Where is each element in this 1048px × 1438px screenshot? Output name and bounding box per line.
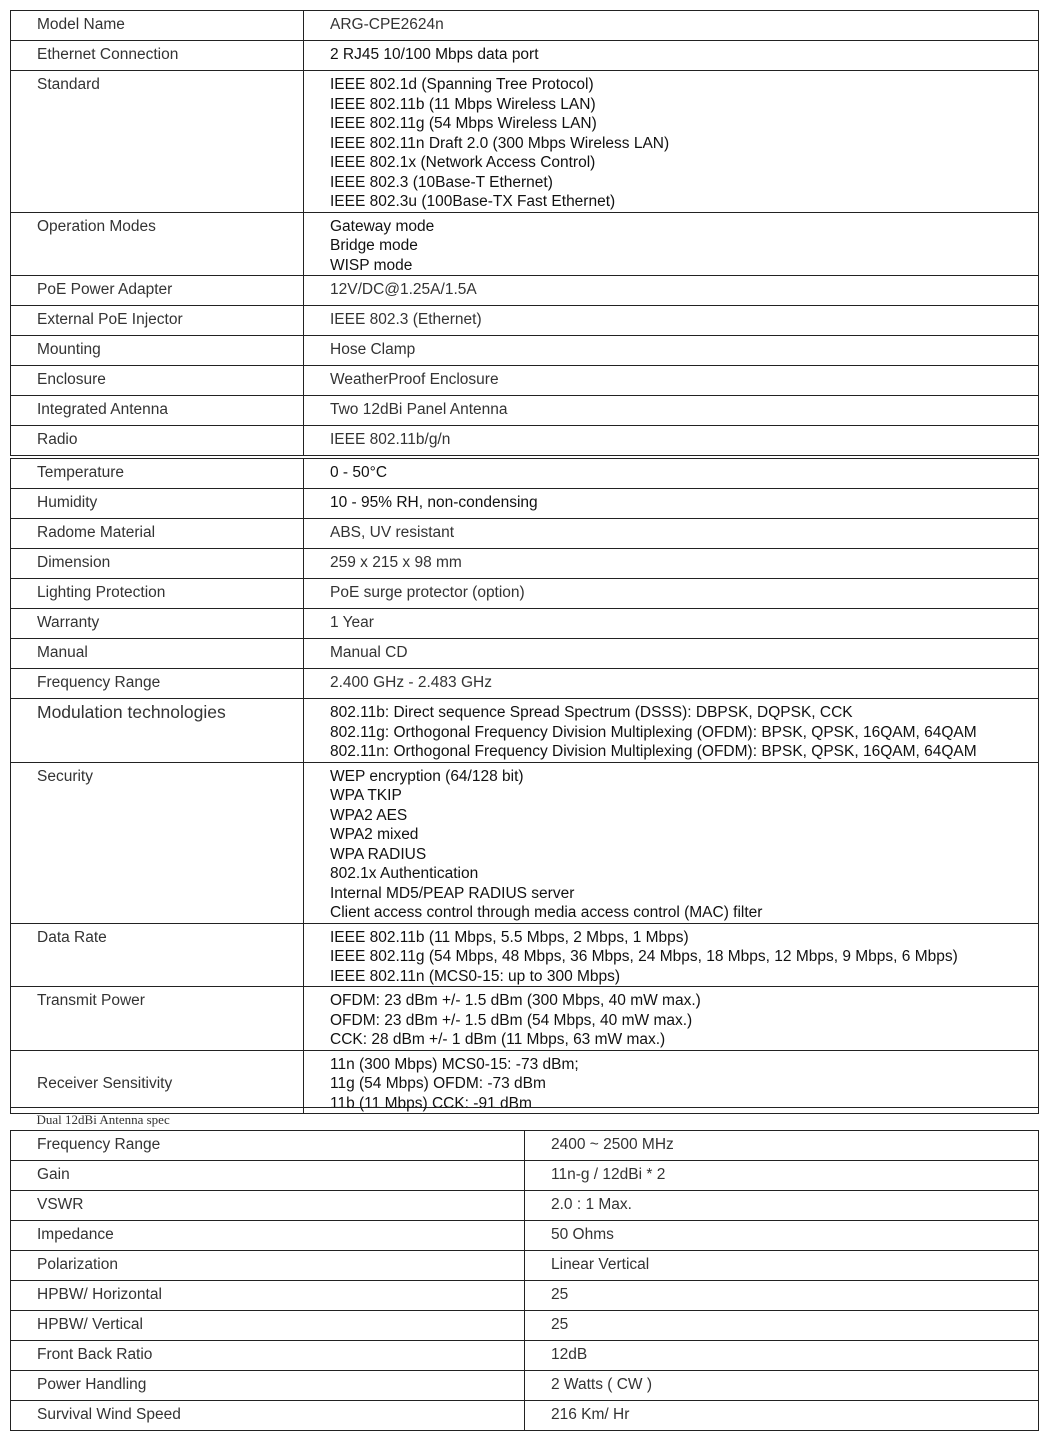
spec-value-line: IEEE 802.11g (54 Mbps Wireless LAN) [330, 115, 597, 132]
spec-label: PoE Power Adapter [11, 276, 304, 306]
spec-label: Radome Material [11, 519, 304, 549]
spec-row-transmit-power [11, 987, 1039, 1051]
spec-label: Frequency Range [11, 1130, 525, 1160]
spec-value-line: WPA TKIP [330, 787, 402, 804]
spec-label: Lighting Protection [11, 579, 304, 609]
spec-row-lighting-protection [11, 579, 1039, 609]
spec-value [304, 336, 1039, 366]
spec-label: Mounting [11, 336, 304, 366]
spec-value-line: IEEE 802.11b (11 Mbps Wireless LAN) [330, 95, 596, 113]
spec-label: Model Name [11, 11, 304, 41]
spec-row-radome-material [11, 519, 1039, 549]
spec-row-hpbw-vertical [11, 1310, 1039, 1340]
spec-row-security [11, 762, 1039, 923]
spec-value-line: Bridge mode [330, 237, 418, 254]
spec-row-dimension [11, 549, 1039, 579]
spec-value-line: IEEE 802.11b (11 Mbps, 5.5 Mbps, 2 Mbps, 1 Mbps) [330, 928, 689, 946]
spec-value-line: Linear Vertical [551, 1255, 650, 1273]
spec-row-polarization [11, 1250, 1039, 1280]
spec-value [304, 306, 1039, 336]
spec-row-power-handling [11, 1370, 1039, 1400]
spec-label: Warranty [11, 609, 304, 639]
spec-row-receiver-sensitivity [11, 1050, 1039, 1114]
spec-row-data-rate [11, 923, 1039, 987]
spec-value [304, 366, 1039, 396]
spec-row-survival-wind-speed [11, 1400, 1039, 1430]
spec-value-line: 50 Ohms [551, 1225, 614, 1243]
spec-label: VSWR [11, 1190, 525, 1220]
spec-value [525, 1310, 1039, 1340]
spec-label: Data Rate [11, 923, 304, 987]
spec-row-warranty [11, 609, 1039, 639]
spec-label: Power Handling [11, 1370, 525, 1400]
spec-label: Integrated Antenna [11, 396, 304, 426]
spec-value-line: 11b (11 Mbps) CCK: -91 dBm [330, 1094, 532, 1112]
spec-label: Standard [11, 71, 304, 213]
spec-label: Survival Wind Speed [11, 1400, 525, 1430]
spec-value-line: Two 12dBi Panel Antenna [330, 401, 508, 418]
spec-value [525, 1160, 1039, 1190]
spec-value-line: IEEE 802.3u (100Base-TX Fast Ethernet) [330, 193, 616, 210]
spec-row-enclosure [11, 366, 1039, 396]
spec-value [525, 1190, 1039, 1220]
spec-value-line: Gateway mode [330, 217, 435, 235]
spec-value-line: 2 Watts ( CW ) [551, 1375, 653, 1393]
spec-value-line: 2.0 : 1 Max. [551, 1195, 632, 1213]
spec-value-line: ABS, UV resistant [330, 524, 455, 541]
spec-value [525, 1130, 1039, 1160]
spec-row-manual [11, 639, 1039, 669]
spec-value-line: IEEE 802.11n Draft 2.0 (300 Mbps Wireless LAN) [330, 134, 670, 152]
spec-label: HPBW/ Horizontal [11, 1280, 525, 1310]
antenna-spec-heading-row [11, 1108, 1039, 1131]
spec-row-vswr [11, 1190, 1039, 1220]
spec-value [304, 549, 1039, 579]
spec-value [304, 579, 1039, 609]
spec-label: HPBW/ Vertical [11, 1310, 525, 1340]
spec-value-line: WPA2 mixed [330, 826, 419, 843]
spec-value-line: Manual CD [330, 644, 408, 661]
spec-value-line: 11g (54 Mbps) OFDM: -73 dBm [330, 1075, 546, 1092]
spec-value [304, 923, 1039, 987]
spec-value [525, 1280, 1039, 1310]
spec-value-line: 25 [551, 1285, 569, 1303]
spec-value [304, 489, 1039, 519]
spec-row-modulation-technologies [11, 699, 1039, 763]
spec-value-line: 802.11b: Direct sequence Spread Spectrum (DSSS): DBPSK, DQPSK, CCK [330, 704, 853, 721]
spec-value [304, 987, 1039, 1051]
spec-value-line: ARG-CPE2624n [330, 16, 444, 33]
spec-label: External PoE Injector [11, 306, 304, 336]
spec-value [304, 11, 1039, 41]
spec-row-impedance [11, 1220, 1039, 1250]
spec-value [304, 41, 1039, 71]
spec-label: Receiver Sensitivity [11, 1050, 304, 1114]
spec-value [304, 669, 1039, 699]
spec-row-gain [11, 1160, 1039, 1190]
spec-value [304, 762, 1039, 923]
spec-value-line: 2 RJ45 10/100 Mbps data port [330, 46, 539, 63]
spec-value-line: WeatherProof Enclosure [330, 371, 499, 388]
spec-value-line: IEEE 802.11n (MCS0-15: up to 300 Mbps) [330, 967, 621, 985]
spec-value-line: 12dB [551, 1345, 588, 1363]
spec-value-line: 10 - 95% RH, non-condensing [330, 494, 538, 511]
spec-label: Security [11, 762, 304, 923]
spec-label: Radio [11, 426, 304, 456]
spec-value [304, 609, 1039, 639]
spec-value-line: IEEE 802.3 (Ethernet) [330, 311, 482, 328]
spec-value-line: Hose Clamp [330, 341, 416, 358]
spec-row-radio [11, 426, 1039, 456]
spec-value [304, 699, 1039, 763]
spec-value-line: IEEE 802.1d (Spanning Tree Protocol) [330, 76, 594, 93]
spec-value-line: OFDM: 23 dBm +/- 1.5 dBm (54 Mbps, 40 mW max.) [330, 1011, 693, 1029]
spec-value [525, 1250, 1039, 1280]
spec-value-line: 1 Year [330, 614, 374, 631]
spec-value [304, 459, 1039, 489]
spec-value-line: WPA2 AES [330, 806, 408, 824]
spec-value-line: OFDM: 23 dBm +/- 1.5 dBm (300 Mbps, 40 mW max.) [330, 992, 701, 1009]
spec-value-line: 259 x 215 x 98 mm [330, 554, 462, 571]
spec-value-line: WEP encryption (64/128 bit) [330, 767, 524, 785]
spec-label: Transmit Power [11, 987, 304, 1051]
spec-value-line: IEEE 802.1x (Network Access Control) [330, 154, 596, 171]
spec-value-line: Internal MD5/PEAP RADIUS server [330, 884, 575, 902]
spec-label: Operation Modes [11, 212, 304, 276]
spec-value-line: WISP mode [330, 256, 413, 274]
spec-value [304, 519, 1039, 549]
spec-label: Polarization [11, 1250, 525, 1280]
spec-table-antenna [10, 1107, 1039, 1431]
spec-label: Humidity [11, 489, 304, 519]
spec-value-line: 2400 ~ 2500 MHz [551, 1135, 674, 1153]
spec-table-wireless [10, 458, 1039, 1114]
spec-row-hpbw-horizontal [11, 1280, 1039, 1310]
spec-row-frequency-range [11, 669, 1039, 699]
spec-value [304, 426, 1039, 456]
spec-label: Front Back Ratio [11, 1340, 525, 1370]
spec-label: Temperature [11, 459, 304, 489]
spec-value-line: 11n-g / 12dBi * 2 [551, 1165, 666, 1183]
spec-value-line: Client access control through media access control (MAC) filter [330, 904, 763, 921]
spec-value [304, 639, 1039, 669]
spec-row-mounting [11, 336, 1039, 366]
spec-row-integrated-antenna [11, 396, 1039, 426]
spec-value-line: 802.11n: Orthogonal Frequency Division Multiplexing (OFDM): BPSK, QPSK, 16QAM, 64QAM [330, 743, 977, 760]
spec-row-temperature [11, 459, 1039, 489]
spec-label: Dimension [11, 549, 304, 579]
spec-row-external-poe-injector [11, 306, 1039, 336]
spec-value-line: 216 Km/ Hr [551, 1405, 630, 1423]
spec-value [304, 276, 1039, 306]
spec-value [525, 1340, 1039, 1370]
spec-value [304, 1050, 1039, 1114]
spec-value-line: 2.400 GHz - 2.483 GHz [330, 674, 492, 691]
spec-value-line: 802.11g: Orthogonal Frequency Division Multiplexing (OFDM): BPSK, QPSK, 16QAM, 64QAM [330, 723, 977, 741]
spec-row-ethernet-connection [11, 41, 1039, 71]
spec-row-frequency-range [11, 1130, 1039, 1160]
spec-value-line: PoE surge protector (option) [330, 584, 525, 601]
spec-value-line: IEEE 802.11g (54 Mbps, 48 Mbps, 36 Mbps, 24 Mbps, 18 Mbps, 12 Mbps, 9 Mbps, 6 Mbps) [330, 948, 958, 965]
spec-value [525, 1220, 1039, 1250]
spec-value [525, 1400, 1039, 1430]
spec-value [304, 396, 1039, 426]
spec-label: Ethernet Connection [11, 41, 304, 71]
spec-value-line: 12V/DC@1.25A/1.5A [330, 281, 477, 298]
spec-value-line: 0 - 50°C [330, 464, 388, 481]
spec-label: Frequency Range [11, 669, 304, 699]
spec-row-poe-power-adapter [11, 276, 1039, 306]
spec-value [525, 1370, 1039, 1400]
spec-label: Enclosure [11, 366, 304, 396]
spec-table-general [10, 10, 1039, 456]
spec-row-humidity [11, 489, 1039, 519]
spec-row-front-back-ratio [11, 1340, 1039, 1370]
spec-row-model-name [11, 11, 1039, 41]
spec-label: Manual [11, 639, 304, 669]
spec-value [304, 71, 1039, 213]
spec-row-operation-modes [11, 212, 1039, 276]
antenna-spec-heading: Dual 12dBi Antenna spec [11, 1108, 1039, 1131]
spec-value-line: IEEE 802.3 (10Base-T Ethernet) [330, 173, 553, 191]
spec-value-line: 25 [551, 1315, 569, 1333]
spec-value-line: WPA RADIUS [330, 845, 427, 863]
spec-row-standard [11, 71, 1039, 213]
spec-label: Gain [11, 1160, 525, 1190]
spec-value-line: CCK: 28 dBm +/- 1 dBm (11 Mbps, 63 mW max.) [330, 1031, 666, 1048]
spec-value-line: 11n (300 Mbps) MCS0-15: -73 dBm; [330, 1055, 579, 1073]
spec-value-line: 802.1x Authentication [330, 865, 479, 882]
spec-label: Impedance [11, 1220, 525, 1250]
spec-label: Modulation technologies [11, 699, 304, 763]
spec-value-line: IEEE 802.11b/g/n [330, 431, 451, 448]
spec-value [304, 212, 1039, 276]
